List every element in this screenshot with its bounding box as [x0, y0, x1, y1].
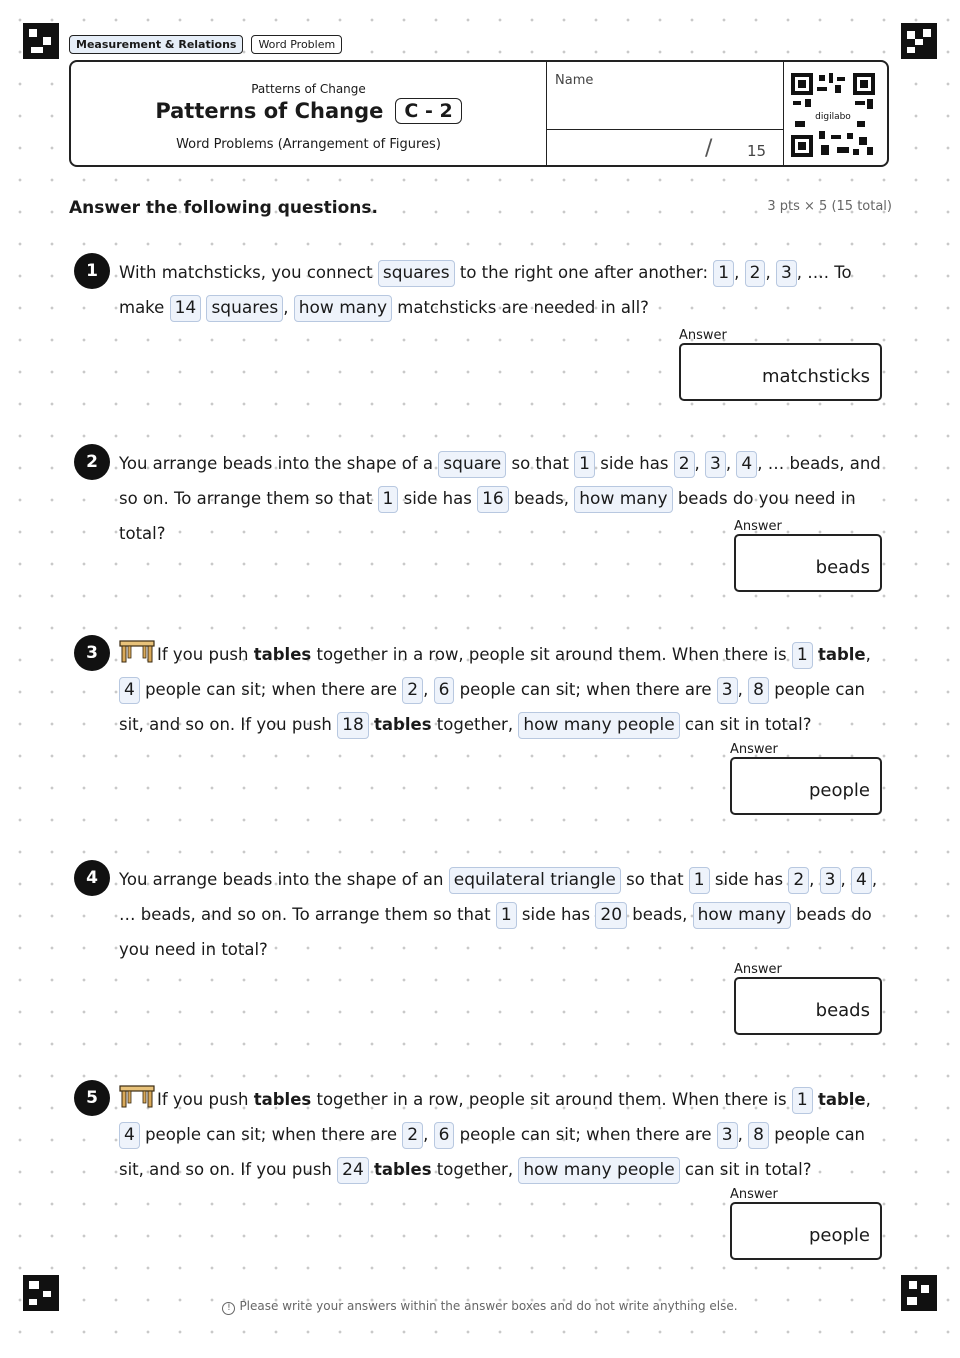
- blank-shape: square: [438, 451, 506, 478]
- question-number: 2: [74, 444, 110, 480]
- blank-question: how many people: [518, 712, 679, 739]
- blank-number: 2: [674, 451, 695, 478]
- instructions: Answer the following questions.: [69, 198, 378, 218]
- header-title-block: [71, 62, 546, 165]
- blank-number: 4: [119, 677, 140, 704]
- header-subtitle: Patterns of Change: [251, 82, 366, 96]
- blank-number: 2: [745, 260, 766, 287]
- answer-unit: beads: [815, 557, 870, 578]
- answer-area: [734, 519, 882, 592]
- question-text: You arrange beads into the shape of a square so that 1 side has 2 , 3 , 4 , … beads, and so on. To arrange them so that 1 side has 16 beads, how many beads do you need in total?: [119, 446, 889, 551]
- tag-type: Word Problem: [251, 35, 342, 54]
- answer-unit: beads: [815, 1000, 870, 1021]
- score-slash: /: [705, 136, 713, 161]
- table-icon: [119, 639, 155, 663]
- blank-number: 1: [378, 486, 399, 513]
- blank-question: how many: [693, 902, 791, 929]
- answer-box[interactable]: [734, 534, 882, 592]
- corner-marker-top-left: [23, 23, 59, 59]
- blank-number: 4: [736, 451, 757, 478]
- table-icon: [119, 1084, 155, 1108]
- blank-number: 16: [477, 486, 509, 513]
- name-field[interactable]: [546, 62, 784, 165]
- divider: [547, 129, 783, 130]
- answer-label: Answer: [730, 742, 778, 757]
- answer-box[interactable]: [734, 977, 882, 1035]
- score-total: 15: [747, 142, 767, 160]
- blank-number: 4: [851, 867, 872, 894]
- blank-number: 3: [820, 867, 841, 894]
- answer-unit: people: [808, 1225, 870, 1246]
- question-number: 3: [74, 635, 110, 671]
- corner-marker-top-right: [901, 23, 937, 59]
- question-number: 1: [74, 253, 110, 289]
- answer-area: [734, 962, 882, 1035]
- question-number: 5: [74, 1080, 110, 1116]
- blank-number: 2: [402, 677, 423, 704]
- blank-number: 3: [776, 260, 797, 287]
- blank-shape: squares: [206, 295, 283, 322]
- blank-number: 2: [402, 1122, 423, 1149]
- answer-area: [679, 328, 882, 401]
- answer-label: Answer: [730, 1187, 778, 1202]
- answer-area: [730, 742, 882, 815]
- blank-number: 3: [717, 1122, 738, 1149]
- blank-number: 20: [595, 902, 627, 929]
- blank-number: 1: [496, 902, 517, 929]
- tag-category: Measurement & Relations: [69, 35, 243, 54]
- page-title: Patterns of Change: [155, 99, 384, 123]
- blank-number: 8: [748, 677, 769, 704]
- blank-question: how many people: [518, 1157, 679, 1184]
- blank-number: 4: [119, 1122, 140, 1149]
- answer-area: [730, 1187, 882, 1260]
- blank-number: 1: [689, 867, 710, 894]
- answer-box[interactable]: [730, 757, 882, 815]
- header-description: Word Problems (Arrangement of Figures): [176, 137, 441, 152]
- blank-number: 1: [713, 260, 734, 287]
- worksheet-code: C - 2: [395, 98, 461, 124]
- answer-unit: matchsticks: [761, 366, 870, 387]
- blank-number: 6: [434, 677, 455, 704]
- question-number: 4: [74, 860, 110, 896]
- question-text: With matchsticks, you connect squares to the right one after another: 1 , 2 , 3 , …. To make 14 squares , how many matchsticks are needed in all?: [119, 255, 889, 325]
- blank-shape: equilateral triangle: [449, 867, 621, 894]
- blank-number: 3: [705, 451, 726, 478]
- qr-label: digilabo: [815, 112, 851, 122]
- question-text: If you push tables together in a row, people sit around them. When there is 1 table, 4 people can sit; when there are 2 , 6 people can sit; when there are 3 , 8 people can sit, and so on. If you push 24 tables together, how many people can sit in total?: [119, 1082, 889, 1187]
- category-tags: [69, 35, 342, 54]
- footer-note: [0, 1299, 960, 1315]
- points-info: 3 pts × 5 (15 total): [767, 199, 892, 214]
- footer-text: Please write your answers within the answer boxes and do not write anything else.: [239, 1299, 738, 1313]
- answer-box[interactable]: [730, 1202, 882, 1260]
- blank-number: 8: [748, 1122, 769, 1149]
- blank-number: 6: [434, 1122, 455, 1149]
- question-text: You arrange beads into the shape of an equilateral triangle so that 1 side has 2 , 3 , 4 , … beads, and so on. To arrange them so that 1 side has 20 beads, how many beads do you need in total?: [119, 862, 889, 967]
- blank-number: 1: [792, 642, 813, 669]
- answer-unit: people: [808, 780, 870, 801]
- answer-label: Answer: [734, 962, 782, 977]
- qr-code-icon: [791, 73, 875, 157]
- worksheet-header: [69, 60, 889, 167]
- blank-number: 18: [337, 712, 369, 739]
- blank-number: 1: [574, 451, 595, 478]
- answer-label: Answer: [734, 519, 782, 534]
- blank-question: how many: [294, 295, 392, 322]
- name-label: Name: [555, 73, 594, 88]
- blank-number: 2: [788, 867, 809, 894]
- blank-shape: squares: [378, 260, 455, 287]
- blank-number: 3: [717, 677, 738, 704]
- blank-number: 24: [337, 1157, 369, 1184]
- blank-number: 14: [170, 295, 202, 322]
- question-text: If you push tables together in a row, people sit around them. When there is 1 table, 4 people can sit; when there are 2 , 6 people can sit; when there are 3 , 8 people can sit, and so on. If you push 18 tables together, how many people can sit in total?: [119, 637, 889, 742]
- info-icon: !: [222, 1302, 235, 1315]
- answer-box[interactable]: [679, 343, 882, 401]
- blank-number: 1: [792, 1087, 813, 1114]
- answer-label: Answer: [679, 328, 727, 343]
- blank-question: how many: [574, 486, 672, 513]
